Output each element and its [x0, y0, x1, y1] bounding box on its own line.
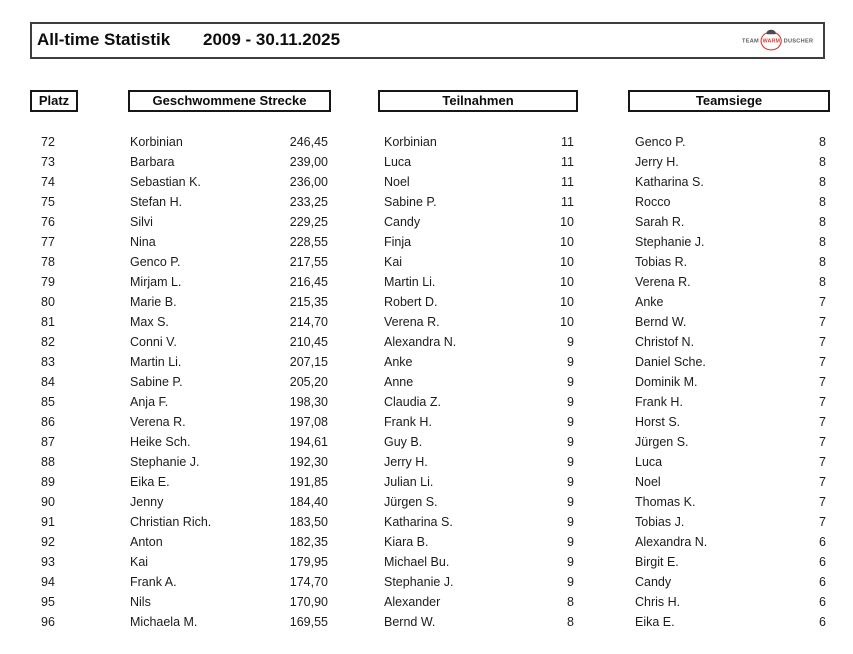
distance-value-cell: 233,25	[289, 195, 328, 209]
participations-value-cell: 8	[567, 595, 574, 609]
distance-value-cell: 184,40	[289, 495, 328, 509]
distance-value-cell: 179,95	[289, 555, 328, 569]
teamwins-value-cell: 7	[819, 455, 826, 469]
teamwins-value-cell: 7	[819, 315, 826, 329]
table-row	[0, 172, 853, 192]
table-row	[0, 452, 853, 472]
teamwins-value-cell: 8	[819, 135, 826, 149]
participations-name-cell: Anne	[384, 375, 414, 389]
table-row	[0, 392, 853, 412]
distance-name-cell: Marie B.	[130, 295, 177, 309]
teamwins-name-cell: Anke	[635, 295, 664, 309]
participations-name-cell: Frank H.	[384, 415, 432, 429]
teamwins-value-cell: 7	[819, 355, 826, 369]
column-header-teamsiege: Teamsiege	[628, 90, 830, 112]
teamwins-name-cell: Tobias R.	[635, 255, 688, 269]
logo-team-text: TEAM	[741, 37, 759, 44]
rank-cell: 90	[41, 495, 55, 509]
participations-name-cell: Michael Bu.	[384, 555, 450, 569]
participations-value-cell: 10	[560, 255, 574, 269]
participations-name-cell: Jerry H.	[384, 455, 428, 469]
table-row	[0, 312, 853, 332]
teamwins-value-cell: 8	[819, 195, 826, 209]
table-row	[0, 232, 853, 252]
teamwins-name-cell: Candy	[635, 575, 672, 589]
distance-name-cell: Anton	[130, 535, 163, 549]
column-header-geschwommene-strecke: Geschwommene Strecke	[128, 90, 331, 112]
participations-value-cell: 10	[560, 275, 574, 289]
distance-name-cell: Christian Rich.	[130, 515, 212, 529]
distance-value-cell: 169,55	[289, 615, 328, 629]
team-warmduscher-logo	[742, 31, 813, 50]
teamwins-value-cell: 8	[819, 175, 826, 189]
participations-value-cell: 9	[567, 415, 574, 429]
teamwins-name-cell: Verena R.	[635, 275, 691, 289]
distance-value-cell: 207,15	[289, 355, 328, 369]
participations-value-cell: 9	[567, 455, 574, 469]
table-row	[0, 252, 853, 272]
distance-name-cell: Barbara	[130, 155, 175, 169]
table-row	[0, 272, 853, 292]
participations-name-cell: Katharina S.	[384, 515, 453, 529]
table-row	[0, 492, 853, 512]
teamwins-value-cell: 6	[819, 555, 826, 569]
table-row	[0, 292, 853, 312]
teamwins-value-cell: 6	[819, 595, 826, 609]
rank-cell: 74	[41, 175, 55, 189]
participations-name-cell: Anke	[384, 355, 413, 369]
teamwins-name-cell: Jürgen S.	[635, 435, 689, 449]
teamwins-name-cell: Sarah R.	[635, 215, 685, 229]
teamwins-name-cell: Luca	[635, 455, 663, 469]
table-row	[0, 432, 853, 452]
distance-name-cell: Anja F.	[130, 395, 169, 409]
distance-name-cell: Frank A.	[130, 575, 177, 589]
participations-value-cell: 10	[560, 235, 574, 249]
participations-name-cell: Alexandra N.	[384, 335, 457, 349]
teamwins-name-cell: Tobias J.	[635, 515, 685, 529]
rank-cell: 76	[41, 215, 55, 229]
distance-value-cell: 217,55	[289, 255, 328, 269]
participations-value-cell: 11	[561, 195, 574, 209]
participations-name-cell: Julian Li.	[384, 475, 434, 489]
participations-value-cell: 9	[567, 575, 574, 589]
participations-value-cell: 9	[567, 435, 574, 449]
distance-name-cell: Mirjam L.	[130, 275, 182, 289]
rank-cell: 83	[41, 355, 55, 369]
teamwins-value-cell: 8	[819, 155, 826, 169]
teamwins-value-cell: 7	[819, 515, 826, 529]
teamwins-value-cell: 7	[819, 395, 826, 409]
distance-name-cell: Genco P.	[130, 255, 181, 269]
distance-value-cell: 236,00	[289, 175, 328, 189]
teamwins-value-cell: 7	[819, 435, 826, 449]
distance-value-cell: 183,50	[289, 515, 328, 529]
distance-value-cell: 174,70	[289, 575, 328, 589]
teamwins-name-cell: Alexandra N.	[635, 535, 708, 549]
rank-cell: 81	[41, 315, 55, 329]
participations-value-cell: 11	[561, 175, 574, 189]
table-row	[0, 372, 853, 392]
teamwins-value-cell: 8	[819, 275, 826, 289]
logo-warm-badge	[760, 31, 781, 50]
rank-cell: 93	[41, 555, 55, 569]
teamwins-value-cell: 7	[819, 295, 826, 309]
participations-name-cell: Noel	[384, 175, 410, 189]
distance-name-cell: Verena R.	[130, 415, 186, 429]
distance-name-cell: Nils	[130, 595, 151, 609]
participations-name-cell: Stephanie J.	[384, 575, 454, 589]
distance-name-cell: Martin Li.	[130, 355, 182, 369]
participations-name-cell: Finja	[384, 235, 412, 249]
distance-name-cell: Heike Sch.	[130, 435, 191, 449]
rank-cell: 72	[41, 135, 55, 149]
distance-value-cell: 197,08	[289, 415, 328, 429]
distance-name-cell: Kai	[130, 555, 149, 569]
distance-name-cell: Stephanie J.	[130, 455, 200, 469]
column-header-platz: Platz	[30, 90, 78, 112]
rank-cell: 78	[41, 255, 55, 269]
participations-value-cell: 10	[560, 295, 574, 309]
participations-name-cell: Martin Li.	[384, 275, 436, 289]
distance-value-cell: 246,45	[289, 135, 328, 149]
teamwins-value-cell: 7	[819, 475, 826, 489]
teamwins-name-cell: Genco P.	[635, 135, 686, 149]
participations-value-cell: 10	[560, 215, 574, 229]
teamwins-name-cell: Stephanie J.	[635, 235, 705, 249]
table-row	[0, 192, 853, 212]
table-row	[0, 412, 853, 432]
distance-name-cell: Nina	[130, 235, 156, 249]
distance-value-cell: 194,61	[289, 435, 328, 449]
participations-value-cell: 9	[567, 555, 574, 569]
participations-name-cell: Candy	[384, 215, 421, 229]
rank-cell: 79	[41, 275, 55, 289]
participations-name-cell: Jürgen S.	[384, 495, 438, 509]
participations-value-cell: 11	[561, 155, 574, 169]
participations-value-cell: 11	[561, 135, 574, 149]
teamwins-name-cell: Christof N.	[635, 335, 695, 349]
distance-name-cell: Eika E.	[130, 475, 170, 489]
title-bar	[30, 22, 825, 59]
teamwins-value-cell: 6	[819, 575, 826, 589]
participations-value-cell: 9	[567, 375, 574, 389]
logo-warm-text: WARM	[762, 37, 780, 44]
logo-duscher-text: DUSCHER	[783, 37, 813, 44]
teamwins-name-cell: Chris H.	[635, 595, 681, 609]
rank-cell: 95	[41, 595, 55, 609]
table-row	[0, 332, 853, 352]
participations-name-cell: Alexander	[384, 595, 441, 609]
distance-value-cell: 192,30	[289, 455, 328, 469]
table-row	[0, 532, 853, 552]
distance-value-cell: 229,25	[289, 215, 328, 229]
teamwins-name-cell: Frank H.	[635, 395, 683, 409]
teamwins-name-cell: Eika E.	[635, 615, 675, 629]
rank-cell: 73	[41, 155, 55, 169]
distance-value-cell: 214,70	[289, 315, 328, 329]
rank-cell: 85	[41, 395, 55, 409]
rank-cell: 87	[41, 435, 55, 449]
table-row	[0, 552, 853, 572]
participations-value-cell: 10	[560, 315, 574, 329]
table-row	[0, 152, 853, 172]
page-title: All-time Statistik	[37, 30, 171, 49]
distance-value-cell: 228,55	[289, 235, 328, 249]
teamwins-name-cell: Noel	[635, 475, 661, 489]
participations-name-cell: Verena R.	[384, 315, 440, 329]
rank-cell: 75	[41, 195, 55, 209]
distance-value-cell: 170,90	[289, 595, 328, 609]
participations-value-cell: 9	[567, 355, 574, 369]
table-row	[0, 512, 853, 532]
table-row	[0, 592, 853, 612]
date-range: 2009 - 30.11.2025	[203, 30, 341, 49]
rank-cell: 84	[41, 375, 55, 389]
participations-name-cell: Luca	[384, 155, 412, 169]
rank-cell: 89	[41, 475, 55, 489]
teamwins-name-cell: Jerry H.	[635, 155, 679, 169]
table-row	[0, 352, 853, 372]
participations-name-cell: Sabine P.	[384, 195, 437, 209]
participations-value-cell: 9	[567, 475, 574, 489]
teamwins-name-cell: Birgit E.	[635, 555, 679, 569]
distance-value-cell: 182,35	[289, 535, 328, 549]
distance-name-cell: Stefan H.	[130, 195, 183, 209]
participations-name-cell: Kai	[384, 255, 403, 269]
table-row	[0, 572, 853, 592]
table-row	[0, 132, 853, 152]
distance-value-cell: 216,45	[289, 275, 328, 289]
participations-name-cell: Korbinian	[384, 135, 437, 149]
shower-head-icon	[766, 29, 776, 33]
table-row	[0, 212, 853, 232]
table-row	[0, 472, 853, 492]
teamwins-name-cell: Bernd W.	[635, 315, 687, 329]
teamwins-name-cell: Rocco	[635, 195, 671, 209]
distance-value-cell: 205,20	[289, 375, 328, 389]
distance-value-cell: 215,35	[289, 295, 328, 309]
distance-value-cell: 210,45	[289, 335, 328, 349]
column-header-teilnahmen: Teilnahmen	[378, 90, 578, 112]
teamwins-value-cell: 6	[819, 535, 826, 549]
participations-name-cell: Guy B.	[384, 435, 423, 449]
teamwins-value-cell: 7	[819, 335, 826, 349]
distance-name-cell: Michaela M.	[130, 615, 198, 629]
participations-value-cell: 9	[567, 395, 574, 409]
participations-value-cell: 9	[567, 335, 574, 349]
participations-value-cell: 9	[567, 515, 574, 529]
participations-name-cell: Bernd W.	[384, 615, 436, 629]
distance-value-cell: 239,00	[289, 155, 328, 169]
teamwins-value-cell: 8	[819, 255, 826, 269]
teamwins-name-cell: Thomas K.	[635, 495, 696, 509]
teamwins-name-cell: Daniel Sche.	[635, 355, 706, 369]
teamwins-value-cell: 7	[819, 415, 826, 429]
distance-name-cell: Max S.	[130, 315, 169, 329]
teamwins-value-cell: 8	[819, 215, 826, 229]
participations-value-cell: 8	[567, 615, 574, 629]
table-row	[0, 612, 853, 632]
rank-cell: 96	[41, 615, 55, 629]
participations-value-cell: 9	[567, 495, 574, 509]
distance-name-cell: Jenny	[130, 495, 164, 509]
rank-cell: 88	[41, 455, 55, 469]
rank-cell: 77	[41, 235, 55, 249]
distance-name-cell: Silvi	[130, 215, 153, 229]
teamwins-name-cell: Katharina S.	[635, 175, 704, 189]
distance-name-cell: Conni V.	[130, 335, 177, 349]
participations-value-cell: 9	[567, 535, 574, 549]
participations-name-cell: Claudia Z.	[384, 395, 441, 409]
distance-name-cell: Korbinian	[130, 135, 183, 149]
teamwins-value-cell: 6	[819, 615, 826, 629]
teamwins-value-cell: 7	[819, 495, 826, 509]
statistics-table	[0, 132, 853, 632]
rank-cell: 86	[41, 415, 55, 429]
teamwins-value-cell: 7	[819, 375, 826, 389]
participations-name-cell: Robert D.	[384, 295, 438, 309]
rank-cell: 82	[41, 335, 55, 349]
teamwins-value-cell: 8	[819, 235, 826, 249]
rank-cell: 91	[41, 515, 55, 529]
teamwins-name-cell: Dominik M.	[635, 375, 698, 389]
distance-name-cell: Sabine P.	[130, 375, 183, 389]
rank-cell: 80	[41, 295, 55, 309]
distance-value-cell: 191,85	[289, 475, 328, 489]
teamwins-name-cell: Horst S.	[635, 415, 681, 429]
distance-value-cell: 198,30	[289, 395, 328, 409]
participations-name-cell: Kiara B.	[384, 535, 429, 549]
rank-cell: 92	[41, 535, 55, 549]
rank-cell: 94	[41, 575, 55, 589]
distance-name-cell: Sebastian K.	[130, 175, 201, 189]
